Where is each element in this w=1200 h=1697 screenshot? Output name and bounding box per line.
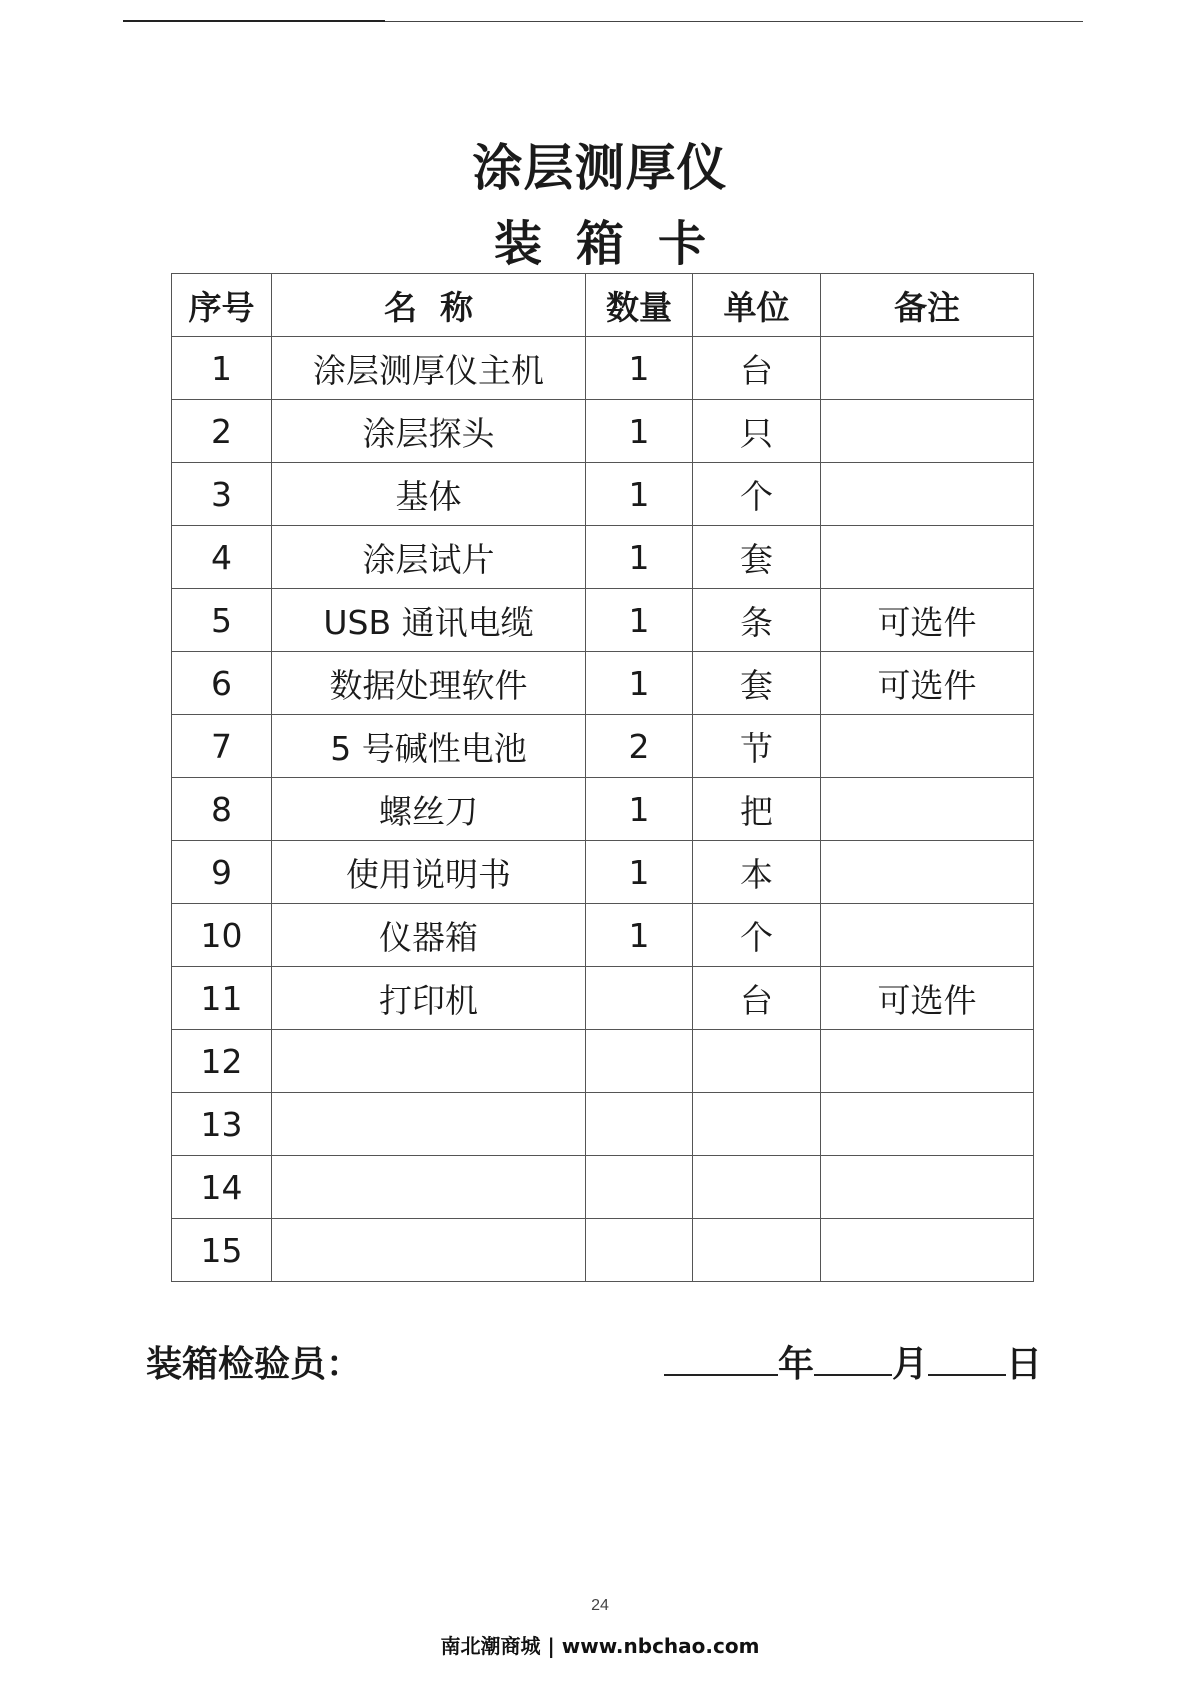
cell-remarks (821, 526, 1034, 589)
cell-quantity: 2 (586, 715, 693, 778)
table-row (172, 967, 1034, 1030)
day-label: 日 (1006, 1344, 1043, 1385)
header-name: 名 称 (272, 274, 586, 337)
cell-quantity: 1 (586, 841, 693, 904)
cell-remarks (821, 400, 1034, 463)
cell-index: 9 (172, 841, 272, 904)
year-label: 年 (778, 1344, 815, 1385)
cell-name: 涂层探头 (272, 400, 586, 463)
cell-quantity: 1 (586, 526, 693, 589)
page-number: 24 (591, 1597, 609, 1614)
cell-quantity: 1 (586, 463, 693, 526)
table-row (172, 841, 1034, 904)
cell-unit: 套 (693, 526, 821, 589)
cell-quantity: 1 (586, 652, 693, 715)
cell-quantity: 1 (586, 778, 693, 841)
cell-index: 14 (172, 1156, 272, 1219)
month-label: 月 (892, 1344, 929, 1385)
cell-quantity: 1 (586, 589, 693, 652)
cell-quantity: 1 (586, 400, 693, 463)
cell-remarks (821, 841, 1034, 904)
table-row (172, 1093, 1034, 1156)
cell-remarks (821, 337, 1034, 400)
cell-remarks: 可选件 (821, 967, 1034, 1030)
cell-name: 涂层试片 (272, 526, 586, 589)
cell-remarks (821, 1219, 1034, 1282)
document-subtitle: 装箱卡 (493, 216, 740, 272)
cell-unit: 个 (693, 463, 821, 526)
header-quantity: 数量 (586, 274, 693, 337)
cell-name: 涂层测厚仪主机 (272, 337, 586, 400)
cell-name: 螺丝刀 (272, 778, 586, 841)
table-row (172, 778, 1034, 841)
date-line (664, 1336, 1042, 1387)
cell-name (272, 1093, 586, 1156)
cell-index: 10 (172, 904, 272, 967)
cell-remarks (821, 778, 1034, 841)
cell-name (272, 1219, 586, 1282)
cell-name: 使用说明书 (272, 841, 586, 904)
cell-name: 打印机 (272, 967, 586, 1030)
cell-index: 13 (172, 1093, 272, 1156)
table-row (172, 904, 1034, 967)
cell-remarks: 可选件 (821, 589, 1034, 652)
cell-unit: 只 (693, 400, 821, 463)
cell-quantity: 1 (586, 337, 693, 400)
cell-index: 4 (172, 526, 272, 589)
header-remarks: 备注 (821, 274, 1034, 337)
cell-unit: 本 (693, 841, 821, 904)
cell-quantity (586, 1156, 693, 1219)
cell-unit (693, 1093, 821, 1156)
table-row (172, 337, 1034, 400)
inspector-label: 装箱检验员： (146, 1344, 363, 1385)
cell-unit (693, 1219, 821, 1282)
table-row (172, 463, 1034, 526)
cell-unit (693, 1030, 821, 1093)
month-blank[interactable] (814, 1344, 892, 1376)
table-row (172, 1219, 1034, 1282)
cell-index: 15 (172, 1219, 272, 1282)
cell-unit: 台 (693, 967, 821, 1030)
cell-unit: 节 (693, 715, 821, 778)
cell-name (272, 1156, 586, 1219)
cell-remarks (821, 1156, 1034, 1219)
cell-name: 5 号碱性电池 (272, 715, 586, 778)
cell-quantity (586, 967, 693, 1030)
cell-remarks: 可选件 (821, 652, 1034, 715)
cell-remarks (821, 715, 1034, 778)
cell-index: 1 (172, 337, 272, 400)
cell-quantity: 1 (586, 904, 693, 967)
table-row (172, 526, 1034, 589)
cell-quantity (586, 1219, 693, 1282)
table-row (172, 715, 1034, 778)
cell-remarks (821, 1093, 1034, 1156)
cell-unit (693, 1156, 821, 1219)
cell-index: 6 (172, 652, 272, 715)
table-row (172, 589, 1034, 652)
cell-index: 3 (172, 463, 272, 526)
table-row (172, 1030, 1034, 1093)
header-rule-accent (123, 20, 385, 22)
cell-remarks (821, 463, 1034, 526)
cell-name: 数据处理软件 (272, 652, 586, 715)
table-row (172, 400, 1034, 463)
cell-name: 基体 (272, 463, 586, 526)
header-unit: 单位 (693, 274, 821, 337)
cell-name: USB 通讯电缆 (272, 589, 586, 652)
cell-index: 12 (172, 1030, 272, 1093)
packing-list-table (171, 273, 1034, 1282)
cell-quantity (586, 1093, 693, 1156)
cell-index: 5 (172, 589, 272, 652)
year-blank[interactable] (664, 1344, 778, 1376)
cell-index: 2 (172, 400, 272, 463)
table-row (172, 652, 1034, 715)
cell-name: 仪器箱 (272, 904, 586, 967)
cell-index: 11 (172, 967, 272, 1030)
cell-index: 7 (172, 715, 272, 778)
footer-site: 南北潮商城 | www.nbchao.com (440, 1634, 760, 1658)
day-blank[interactable] (928, 1344, 1006, 1376)
cell-name (272, 1030, 586, 1093)
header-index: 序号 (172, 274, 272, 337)
document-title: 涂层测厚仪 (472, 139, 728, 197)
cell-quantity (586, 1030, 693, 1093)
cell-remarks (821, 1030, 1034, 1093)
table-row (172, 1156, 1034, 1219)
cell-remarks (821, 904, 1034, 967)
table-header-row (172, 274, 1034, 337)
cell-index: 8 (172, 778, 272, 841)
cell-unit: 台 (693, 337, 821, 400)
cell-unit: 条 (693, 589, 821, 652)
cell-unit: 个 (693, 904, 821, 967)
cell-unit: 套 (693, 652, 821, 715)
cell-unit: 把 (693, 778, 821, 841)
